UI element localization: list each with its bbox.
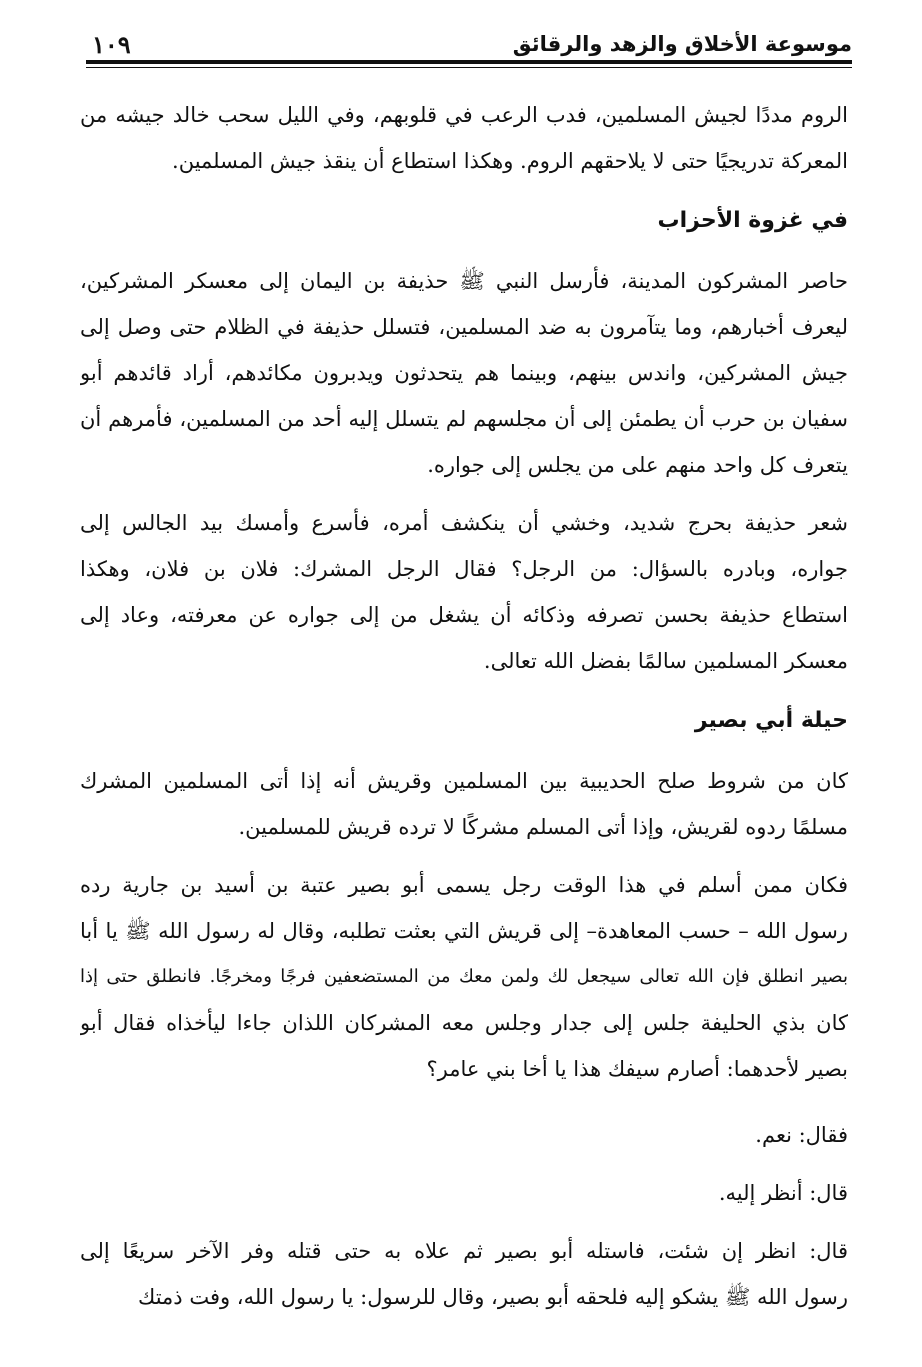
text-line: كان بذي الحليفة جلس إلى جدار وجلس معه المشركان اللذان جاءا ليأخذاه فقال أبو xyxy=(80,1011,848,1035)
text-line: يتعرف كل واحد منهم على من يجلس إلى جواره. xyxy=(427,453,848,477)
text-line: مسلمًا ردوه لقريش، وإذا أتى المسلم مشركًا لا ترده قريش للمسلمين. xyxy=(238,815,848,839)
text-line: معسكر المسلمين سالمًا بفضل الله تعالى. xyxy=(483,649,848,673)
section-heading: حيلة أبي بصير xyxy=(694,708,848,733)
page-number: ١٠٩ xyxy=(92,30,131,59)
text-line: بصير انطلق فإن الله تعالى سيجعل لك ولمن معك من المستضعفين فرجًا ومخرجًا. فانطلق حتى إذا xyxy=(80,966,848,987)
dialogue-line: قال: أنظر إليه. xyxy=(718,1181,848,1205)
text-line: المعركة تدريجيًا حتى لا يلاحقهم الروم. وهكذا استطاع أن ينقذ جيش المسلمين. xyxy=(172,149,848,173)
paragraph xyxy=(80,92,848,184)
text-line: جيش المشركين، واندس بينهم، وبينما هم يتحدثون ويدبرون مكائدهم، أراد قائدهم أبو xyxy=(80,361,848,385)
text-line: حاصر المشركون المدينة، فأرسل النبي ﷺ حذيفة بن اليمان إلى معسكر المشركين، xyxy=(80,269,848,293)
paragraph xyxy=(80,862,848,1092)
text-line: سفيان بن حرب أن يطمئن إلى أن مجلسهم لم يتسلل إليه أحد من المسلمين، فأمرهم أن xyxy=(80,407,848,431)
running-title: موسوعة الأخلاق والزهد والرقائق xyxy=(512,32,852,56)
paragraph xyxy=(80,758,848,850)
header-rule-thin xyxy=(86,67,852,68)
text-line: بصير لأحدهما: أصارم سيفك هذا يا أخا بني عامر؟ xyxy=(426,1057,848,1081)
text-line: شعر حذيفة بحرج شديد، وخشي أن ينكشف أمره، فأسرع وأمسك بيد الجالس إلى xyxy=(80,511,848,535)
text-line: فكان ممن أسلم في هذا الوقت رجل يسمى أبو بصير عتبة بن أسيد بن جارية رده xyxy=(80,873,848,897)
text-line: جواره، وبادره بالسؤال: من الرجل؟ فقال الرجل المشرك: فلان بن فلان، وهكذا xyxy=(80,557,848,581)
dialogue-line: فقال: نعم. xyxy=(755,1123,848,1147)
text-line: رسول الله – حسب المعاهدة– إلى قريش التي بعثت تطلبه، وقال له رسول الله ﷺ يا أبا xyxy=(80,919,848,943)
paragraph xyxy=(80,258,848,488)
text-line: كان من شروط صلح الحديبية بين المسلمين وقريش أنه إذا أتى المسلمين المشرك xyxy=(80,769,848,793)
text-line: قال: انظر إن شئت، فاستله أبو بصير ثم علاه به حتى قتله وفر الآخر سريعًا إلى xyxy=(80,1239,848,1263)
text-line: الروم مددًا لجيش المسلمين، فدب الرعب في قلوبهم، وفي الليل سحب خالد جيشه من xyxy=(80,103,848,127)
section-heading: في غزوة الأحزاب xyxy=(657,208,848,233)
text-line: رسول الله ﷺ يشكو إليه فلحقه أبو بصير، وقال للرسول: يا رسول الله، وفت ذمتك xyxy=(138,1285,848,1309)
paragraph xyxy=(80,1228,848,1320)
text-line: استطاع حذيفة بحسن تصرفه وذكائه أن يشغل من إلى جواره عن معرفته، وعاد إلى xyxy=(80,603,848,627)
paragraph xyxy=(80,500,848,684)
text-line: ليعرف أخبارهم، وما يتآمرون به ضد المسلمين، فتسلل حذيفة في الظلام حتى وصل إلى xyxy=(80,315,848,339)
text-body xyxy=(80,92,848,1320)
page-header xyxy=(86,24,852,64)
header-rule xyxy=(86,60,852,64)
